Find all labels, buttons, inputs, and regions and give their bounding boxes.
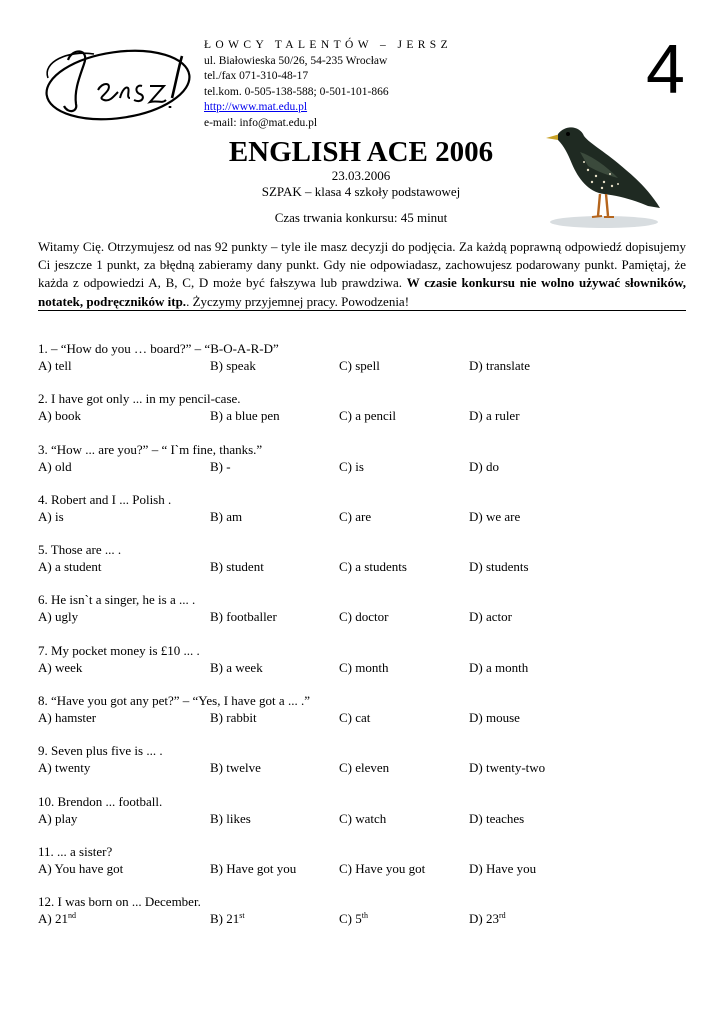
question-item — [38, 642, 688, 692]
answer-option[interactable] — [339, 508, 371, 525]
answer-option-label: B) Have got you — [210, 860, 297, 876]
answer-option-label: D) mouse — [469, 710, 520, 726]
answer-option[interactable] — [38, 910, 76, 927]
website-link[interactable]: http://www.mat.edu.pl — [204, 101, 308, 114]
question-text: 10. Brendon ... football. — [38, 793, 163, 809]
answer-option-label: A) week — [38, 659, 83, 675]
answer-option-label: C) month — [339, 659, 389, 675]
organization-name: ŁOWCY TALENTÓW – JERSZ — [204, 39, 453, 51]
answer-option-label: C) 5 — [339, 911, 362, 927]
answer-option[interactable] — [210, 458, 231, 475]
email-address: e-mail: info@mat.edu.pl — [204, 116, 318, 129]
question-item — [38, 541, 688, 591]
answer-option[interactable] — [210, 860, 296, 877]
answer-option-label: B) a blue pen — [210, 408, 280, 424]
answer-option[interactable] — [210, 608, 277, 625]
answer-option[interactable] — [339, 407, 396, 424]
answer-option[interactable] — [210, 558, 264, 575]
jersz-logo — [38, 42, 198, 124]
answer-option[interactable] — [38, 357, 72, 374]
answer-option[interactable] — [210, 810, 251, 827]
answer-options — [38, 357, 688, 374]
answer-option-label: D) actor — [469, 609, 512, 625]
question-text: 5. Those are ... . — [38, 542, 122, 558]
answer-options — [38, 458, 688, 475]
question-text: 11. ... a sister? — [38, 843, 113, 859]
question-item — [38, 591, 688, 641]
question-text: 12. I was born on ... December. — [38, 894, 201, 910]
answer-option-label: A) twenty — [38, 760, 91, 776]
answer-option-label: C) watch — [339, 810, 387, 826]
answer-option-label: B) 21 — [210, 911, 240, 927]
answer-option-label: D) a ruler — [469, 408, 520, 424]
question-item — [38, 843, 688, 893]
contest-title: ENGLISH ACE 2006 — [228, 136, 494, 168]
question-item — [38, 893, 688, 943]
answer-option-label: A) hamster — [38, 710, 97, 726]
ordinal-suffix: nd — [67, 911, 76, 921]
instructions-text: Witamy Cię. Otrzymujesz od nas 92 punkty – tyle ile masz decyzji do podjęcia. Za każdą poprawną odpowiedź dopisujemy Ci jeszcze 1 punkt, za błędną zabieramy dany punkt. Gdy nie odpowiadasz, zachowujesz podarowany punkt. Pamiętaj, że każda z odpowiedzi A, B, C, D może być fałszywa lub prawdziwa. — [38, 239, 686, 291]
grade-number: 4 — [646, 30, 685, 108]
answer-option[interactable] — [38, 810, 77, 827]
answer-option-label: C) a pencil — [339, 408, 397, 424]
answer-option[interactable] — [469, 357, 530, 374]
answer-option[interactable] — [210, 357, 256, 374]
answer-option[interactable] — [339, 458, 364, 475]
answer-option-label: B) a week — [210, 659, 263, 675]
question-item — [38, 692, 688, 742]
contact-block — [204, 38, 452, 132]
answer-option[interactable] — [38, 860, 123, 877]
answer-options — [38, 508, 688, 525]
answer-option[interactable] — [210, 709, 257, 726]
answer-option-label: B) footballer — [210, 609, 277, 625]
answer-option[interactable] — [210, 407, 280, 424]
question-item — [38, 340, 688, 390]
answer-option-label: D) twenty-two — [469, 760, 546, 776]
question-item — [38, 441, 688, 491]
answer-option-label: B) speak — [210, 358, 256, 373]
ordinal-suffix: st — [239, 911, 245, 921]
answer-option[interactable] — [38, 458, 72, 475]
title-block — [180, 136, 542, 226]
answer-option[interactable] — [469, 407, 520, 424]
answer-option[interactable] — [469, 759, 545, 776]
answer-option-label: B) rabbit — [210, 710, 257, 726]
answer-option-label: B) twelve — [210, 760, 261, 776]
answer-options — [38, 608, 688, 625]
answer-option[interactable] — [210, 759, 261, 776]
question-item — [38, 491, 688, 541]
answer-option-label: A) a student — [38, 559, 102, 575]
question-text: 6. He isn`t a singer, he is a ... . — [38, 592, 196, 608]
question-text: 9. Seven plus five is ... . — [38, 743, 163, 759]
answer-option-label: D) do — [469, 458, 499, 474]
answer-option[interactable] — [339, 357, 380, 374]
answer-option[interactable] — [469, 810, 524, 827]
answer-option[interactable] — [210, 659, 263, 676]
phone-fax: tel./fax 071-310-48-17 — [204, 70, 309, 83]
answer-options — [38, 709, 688, 726]
answer-option-label: B) student — [210, 559, 264, 575]
question-item — [38, 793, 688, 843]
answer-option[interactable] — [469, 558, 529, 575]
question-text: 3. “How ... are you?” – “ I`m fine, thanks.” — [38, 441, 263, 457]
ordinal-suffix: th — [361, 911, 368, 921]
answer-option[interactable] — [469, 508, 520, 525]
answer-options — [38, 910, 688, 927]
answer-option-label: D) translate — [469, 358, 531, 373]
question-text: 1. – “How do you … board?” – “B-O-A-R-D” — [38, 341, 279, 356]
answer-options — [38, 558, 688, 575]
question-text: 8. “Have you got any pet?” – “Yes, I have got a ... .” — [38, 693, 310, 709]
contest-date: 23.03.2006 — [331, 168, 391, 183]
instructions-warning: W czasie konkursu nie wolno używać słowników, notatek, podręczników itp. — [38, 275, 686, 309]
starling-bird-image — [544, 122, 662, 234]
answer-option-label: C) is — [339, 458, 364, 474]
answer-option[interactable] — [469, 458, 499, 475]
question-item — [38, 390, 688, 440]
answer-option[interactable] — [469, 608, 512, 625]
answer-options — [38, 407, 688, 424]
answer-option[interactable] — [469, 659, 528, 676]
answer-option-label: C) doctor — [339, 609, 389, 625]
answer-option-label: A) play — [38, 810, 78, 826]
contest-category: SZPAK – klasa 4 szkoły podstawowej — [261, 184, 461, 199]
mobile-phones: tel.kom. 0-505-138-588; 0-501-101-866 — [204, 85, 389, 98]
answer-option[interactable] — [469, 910, 506, 927]
answer-option[interactable] — [210, 910, 245, 927]
answer-option[interactable] — [339, 910, 368, 927]
answer-option-label: B) - — [210, 458, 231, 474]
answer-option[interactable] — [469, 709, 520, 726]
answer-options — [38, 759, 688, 776]
answer-option-label: D) a month — [469, 659, 529, 675]
question-text: 7. My pocket money is £10 ... . — [38, 642, 200, 658]
answer-option-label: A) tell — [38, 358, 72, 373]
answer-option-label: B) am — [210, 508, 243, 524]
answer-option[interactable] — [38, 659, 82, 676]
answer-option-label: A) 21 — [38, 911, 68, 927]
instructions-closing: . Życzymy przyjemnej pracy. Powodzenia! — [186, 293, 410, 309]
answer-option[interactable] — [38, 407, 81, 424]
question-text: 2. I have got only ... in my pencil-case. — [38, 391, 241, 407]
answer-option[interactable] — [38, 508, 64, 525]
answer-option[interactable] — [210, 508, 242, 525]
answer-option-label: C) cat — [339, 710, 371, 726]
postal-address: ul. Białowieska 50/26, 54-235 Wrocław — [204, 54, 388, 67]
answer-option-label: C) are — [339, 508, 372, 524]
answer-options — [38, 659, 688, 676]
answer-option[interactable] — [38, 759, 90, 776]
answer-options — [38, 810, 688, 827]
contest-duration: Czas trwania konkursu: 45 minut — [274, 210, 448, 225]
answer-option[interactable] — [38, 558, 102, 575]
answer-option-label: B) likes — [210, 810, 251, 826]
answer-option-label: A) ugly — [38, 609, 79, 625]
answer-option-label: C) a students — [339, 559, 407, 575]
answer-option[interactable] — [339, 709, 370, 726]
answer-option[interactable] — [339, 810, 386, 827]
answer-option-label: D) students — [469, 559, 529, 575]
ordinal-suffix: rd — [498, 911, 506, 921]
answer-option[interactable] — [339, 659, 388, 676]
answer-option-label: A) old — [38, 458, 72, 474]
answer-option-label: C) Have you got — [339, 860, 426, 876]
answer-option-label: D) we are — [469, 508, 521, 524]
answer-options — [38, 860, 688, 877]
question-item — [38, 742, 688, 792]
question-text: 4. Robert and I ... Polish . — [38, 491, 172, 507]
answer-option-label: D) Have you — [469, 860, 537, 876]
instructions-paragraph — [38, 238, 686, 311]
answer-option[interactable] — [38, 608, 78, 625]
answer-option[interactable] — [38, 709, 96, 726]
answer-option[interactable] — [339, 860, 425, 877]
answer-option-label: D) 23 — [469, 911, 499, 927]
answer-option-label: A) is — [38, 508, 64, 524]
answer-option-label: A) You have got — [38, 860, 124, 876]
divider-line — [38, 310, 686, 311]
answer-option-label: C) spell — [339, 358, 380, 373]
answer-option-label: A) book — [38, 408, 81, 424]
answer-option-label: C) eleven — [339, 760, 390, 776]
answer-option-label: D) teaches — [469, 810, 525, 826]
question-list — [38, 340, 688, 944]
answer-option[interactable] — [339, 558, 407, 575]
answer-option[interactable] — [339, 759, 389, 776]
answer-option[interactable] — [469, 860, 536, 877]
answer-option[interactable] — [339, 608, 388, 625]
